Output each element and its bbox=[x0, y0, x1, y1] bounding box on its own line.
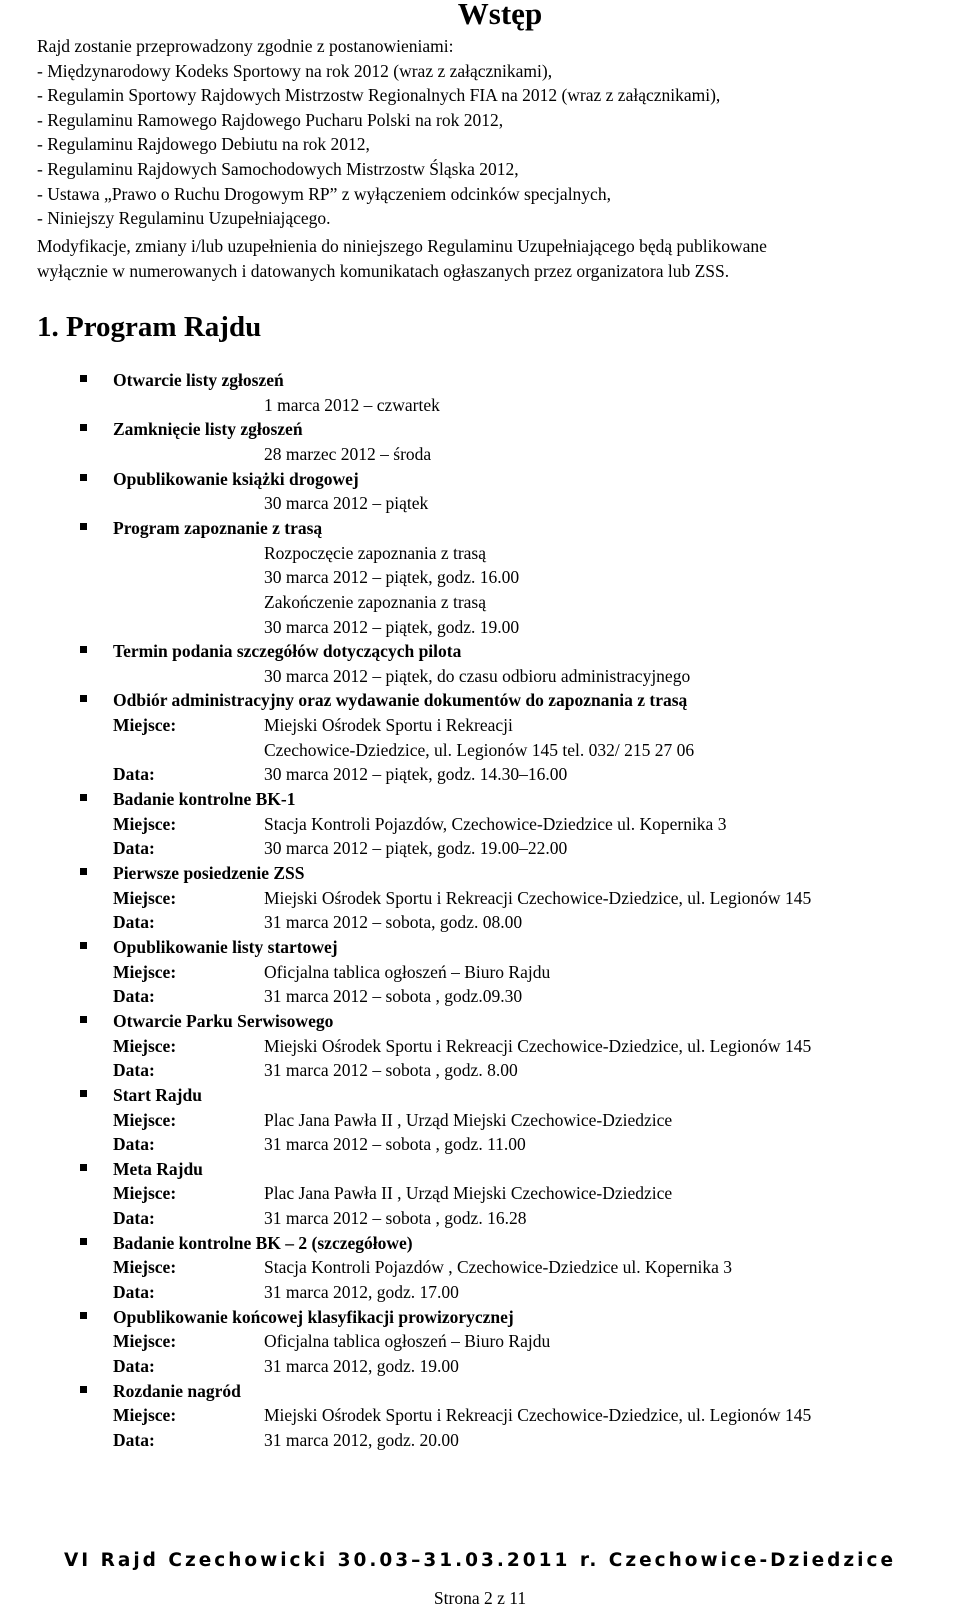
program-item-value: 30 marca 2012 – piątek, do czasu odbioru administracyjnego bbox=[264, 665, 691, 686]
program-item-value: 31 marca 2012, godz. 20.00 bbox=[264, 1429, 459, 1450]
program-item-value: 31 marca 2012 – sobota, godz. 08.00 bbox=[264, 912, 523, 933]
intro-line: - Międzynarodowy Kodeks Sportowy na rok 2012 (wraz z załącznikami), bbox=[37, 60, 553, 81]
program-item-value: Stacja Kontroli Pojazdów, Czechowice-Dziedzice ul. Kopernika 3 bbox=[264, 813, 727, 834]
program-item-label: Data: bbox=[113, 1208, 155, 1229]
bullet-icon bbox=[80, 474, 87, 481]
program-item-label: Miejsce: bbox=[113, 715, 177, 736]
program-item-label: Miejsce: bbox=[113, 1109, 177, 1130]
intro-list bbox=[37, 34, 957, 231]
program-item-value: 31 marca 2012 – sobota , godz. 16.28 bbox=[264, 1208, 527, 1229]
program-item-value: 30 marca 2012 – piątek, godz. 16.00 bbox=[264, 567, 520, 588]
program-item-title: Opublikowanie listy startowej bbox=[113, 936, 338, 957]
program-item-title: Odbiór administracyjny oraz wydawanie dokumentów do zapoznania z trasą bbox=[113, 690, 688, 711]
program-item-label: Miejsce: bbox=[113, 1405, 177, 1426]
program-item-value: Oficjalna tablica ogłoszeń – Biuro Rajdu bbox=[264, 1331, 551, 1352]
intro-line: - Regulamin Sportowy Rajdowych Mistrzostw Regionalnych FIA na 2012 (wraz z załącznikami), bbox=[37, 85, 721, 106]
paragraph-line: Modyfikacje, zmiany i/lub uzupełnienia do niniejszego Regulaminu Uzupełniającego będą publikowane bbox=[37, 236, 767, 256]
program-item-label: Miejsce: bbox=[113, 961, 177, 982]
bullet-icon bbox=[80, 695, 87, 702]
program-item-value: Stacja Kontroli Pojazdów , Czechowice-Dziedzice ul. Kopernika 3 bbox=[264, 1257, 732, 1278]
program-item-title: Rozdanie nagród bbox=[113, 1380, 241, 1401]
bullet-icon bbox=[80, 1164, 87, 1171]
program-item-label: Miejsce: bbox=[113, 813, 177, 834]
bullet-icon bbox=[80, 1016, 87, 1023]
bullet-icon bbox=[80, 375, 87, 382]
program-item-label: Data: bbox=[113, 838, 155, 859]
program-item-value: 31 marca 2012, godz. 17.00 bbox=[264, 1282, 459, 1303]
program-item-value: Miejski Ośrodek Sportu i Rekreacji Czechowice-Dziedzice, ul. Legionów 145 bbox=[264, 887, 812, 908]
program-item-label: Miejsce: bbox=[113, 1331, 177, 1352]
program-item-title: Opublikowanie książki drogowej bbox=[113, 468, 359, 489]
page-number: Strona 2 z 11 bbox=[433, 1588, 527, 1608]
program-item-label: Miejsce: bbox=[113, 1257, 177, 1278]
program-item-title: Pierwsze posiedzenie ZSS bbox=[113, 863, 305, 883]
program-item-value: Oficjalna tablica ogłoszeń – Biuro Rajdu bbox=[264, 961, 551, 982]
program-item-label: Data: bbox=[113, 1429, 155, 1450]
program-item-value: Miejski Ośrodek Sportu i Rekreacji Czechowice-Dziedzice, ul. Legionów 145 bbox=[264, 1405, 812, 1426]
paragraph-line: wyłącznie w numerowanych i datowanych komunikatach ogłaszanych przez organizatora lub ZSS. bbox=[37, 260, 730, 281]
bullet-icon bbox=[80, 424, 87, 431]
program-item-value: 31 marca 2012 – sobota , godz. 11.00 bbox=[264, 1134, 526, 1155]
program-item-label: Data: bbox=[113, 912, 155, 933]
program-item-title: Otwarcie listy zgłoszeń bbox=[113, 370, 284, 390]
bullet-icon bbox=[80, 1312, 87, 1319]
program-item-label: Data: bbox=[113, 986, 155, 1007]
program-item-value: 31 marca 2012, godz. 19.00 bbox=[264, 1356, 459, 1376]
program-item-value: 30 marca 2012 – piątek, godz. 19.00–22.00 bbox=[264, 838, 568, 859]
bullet-icon bbox=[80, 1238, 87, 1245]
intro-line: - Regulaminu Rajdowych Samochodowych Mistrzostw Śląska 2012, bbox=[37, 158, 519, 179]
program-item-value: Plac Jana Pawła II , Urząd Miejski Czechowice-Dziedzice bbox=[264, 1183, 673, 1204]
program-item-label: Data: bbox=[113, 1282, 155, 1303]
program-item-value: 28 marzec 2012 – środa bbox=[264, 443, 432, 464]
program-item-value: 30 marca 2012 – piątek, godz. 14.30–16.00 bbox=[264, 764, 568, 785]
bullet-icon bbox=[80, 942, 87, 949]
bullet-icon bbox=[80, 868, 87, 875]
program-item-value: 31 marca 2012 – sobota , godz. 8.00 bbox=[264, 1060, 518, 1081]
program-item-value: 31 marca 2012 – sobota , godz.09.30 bbox=[264, 986, 523, 1007]
intro-line: - Regulaminu Rajdowego Debiutu na rok 2012, bbox=[37, 134, 370, 155]
program-item-title: Meta Rajdu bbox=[113, 1158, 203, 1179]
program-item-value: Rozpoczęcie zapoznania z trasą bbox=[264, 542, 487, 563]
program-item-label: Miejsce: bbox=[113, 1035, 177, 1056]
program-item-value: Miejski Ośrodek Sportu i Rekreacji Czechowice-Dziedzice, ul. Legionów 145 bbox=[264, 1035, 812, 1056]
page-title: Wstęp bbox=[457, 0, 543, 31]
program-item-value: Plac Jana Pawła II , Urząd Miejski Czechowice-Dziedzice bbox=[264, 1109, 673, 1130]
bullet-icon bbox=[80, 523, 87, 530]
intro-line: Rajd zostanie przeprowadzony zgodnie z postanowieniami: bbox=[37, 36, 454, 56]
program-item-label: Data: bbox=[113, 764, 155, 785]
program-item-label: Data: bbox=[113, 1060, 155, 1081]
intro-line: - Ustawa „Prawo o Ruchu Drogowym RP” z wyłączeniem odcinków specjalnych, bbox=[37, 183, 611, 204]
bullet-icon bbox=[80, 646, 87, 653]
program-item-title: Opublikowanie końcowej klasyfikacji prowizorycznej bbox=[113, 1306, 514, 1327]
program-item-title: Start Rajdu bbox=[113, 1084, 202, 1105]
program-item-title: Badanie kontrolne BK – 2 (szczegółowe) bbox=[113, 1232, 413, 1253]
intro-line: - Regulaminu Ramowego Rajdowego Pucharu Polski na rok 2012, bbox=[37, 109, 504, 130]
program-item-value: Miejski Ośrodek Sportu i Rekreacji bbox=[264, 715, 513, 736]
bullet-icon bbox=[80, 794, 87, 801]
modifications-paragraph bbox=[37, 234, 957, 284]
program-item-title: Otwarcie Parku Serwisowego bbox=[113, 1010, 334, 1031]
program-item-label: Miejsce: bbox=[113, 1183, 177, 1204]
program-item-title: Termin podania szczegółów dotyczących pilota bbox=[113, 641, 462, 662]
program-item-value: 1 marca 2012 – czwartek bbox=[264, 394, 440, 415]
program-item-value: 30 marca 2012 – piątek bbox=[264, 493, 429, 514]
intro-line: - Niniejszy Regulaminu Uzupełniającego. bbox=[37, 208, 331, 229]
program-item-title: Program zapoznanie z trasą bbox=[113, 517, 323, 538]
program-item-value: Zakończenie zapoznania z trasą bbox=[264, 591, 487, 612]
program-item-label: Data: bbox=[113, 1356, 155, 1376]
program-item-label: Data: bbox=[113, 1134, 155, 1155]
program-item-title: Badanie kontrolne BK-1 bbox=[113, 789, 296, 810]
program-item-label: Miejsce: bbox=[113, 887, 177, 908]
bullet-icon bbox=[80, 1090, 87, 1097]
footer-title: VI Rajd Czechowicki 30.03–31.03.2011 r. Czechowice-Dziedzice bbox=[63, 1550, 897, 1571]
section-heading: 1. Program Rajdu bbox=[37, 311, 262, 343]
bullet-icon bbox=[80, 1386, 87, 1393]
program-item-value: Czechowice-Dziedzice, ul. Legionów 145 tel. 032/ 215 27 06 bbox=[264, 739, 695, 760]
program-item-title: Zamknięcie listy zgłoszeń bbox=[113, 419, 303, 440]
program-item-value: 30 marca 2012 – piątek, godz. 19.00 bbox=[264, 616, 520, 637]
